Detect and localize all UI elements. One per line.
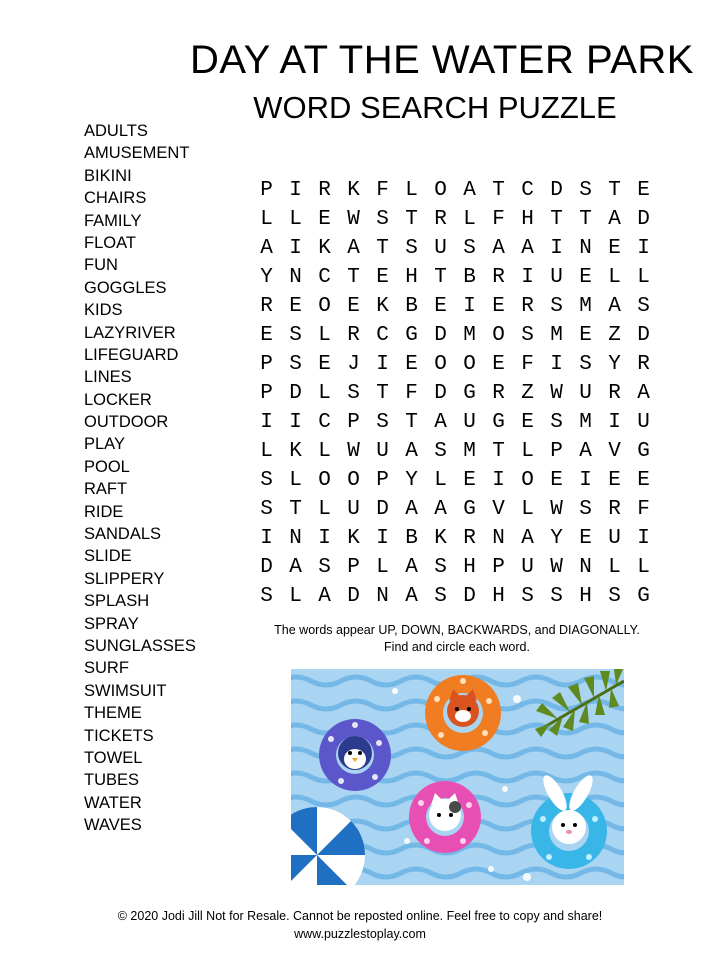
grid-letter[interactable]: D xyxy=(463,585,476,608)
grid-letter[interactable]: K xyxy=(347,527,360,550)
grid-letter[interactable]: E xyxy=(579,324,592,347)
grid-letter[interactable]: R xyxy=(463,527,476,550)
grid-letter[interactable]: S xyxy=(434,440,447,463)
grid-letter[interactable]: M xyxy=(463,440,476,463)
grid-letter[interactable]: R xyxy=(608,382,621,405)
grid-letter[interactable]: T xyxy=(550,208,563,231)
grid-letter[interactable]: S xyxy=(260,585,273,608)
grid-letter[interactable]: O xyxy=(318,469,331,492)
grid-letter[interactable]: P xyxy=(347,411,360,434)
word-list-item: BIKINI xyxy=(84,166,132,185)
grid-letter[interactable]: D xyxy=(347,585,360,608)
grid-letter[interactable]: Y xyxy=(550,527,563,550)
word-list-item: RIDE xyxy=(84,502,124,521)
grid-letter[interactable]: K xyxy=(318,237,331,260)
grid-letter[interactable]: O xyxy=(434,353,447,376)
grid-letter[interactable]: R xyxy=(637,353,650,376)
grid-letter[interactable]: R xyxy=(492,266,505,289)
grid-letter[interactable]: A xyxy=(434,498,447,521)
grid-letter[interactable]: A xyxy=(463,179,476,202)
grid-letter[interactable]: E xyxy=(434,295,447,318)
grid-letter[interactable]: D xyxy=(637,324,650,347)
grid-letter[interactable]: A xyxy=(637,382,650,405)
grid-letter[interactable]: M xyxy=(579,411,592,434)
grid-letter[interactable]: S xyxy=(579,353,592,376)
grid-letter[interactable]: M xyxy=(579,295,592,318)
grid-letter[interactable]: U xyxy=(521,556,534,579)
grid-letter[interactable]: K xyxy=(347,179,360,202)
grid-letter[interactable]: G xyxy=(463,382,476,405)
grid-letter[interactable]: A xyxy=(289,556,302,579)
word-list-item: TUBES xyxy=(84,771,140,790)
grid-letter[interactable]: F xyxy=(405,382,418,405)
grid-letter[interactable]: S xyxy=(550,411,563,434)
grid-letter[interactable]: I xyxy=(521,266,534,289)
grid-letter[interactable]: E xyxy=(463,469,476,492)
grid-letter[interactable]: R xyxy=(260,295,273,318)
grid-letter[interactable]: W xyxy=(550,382,563,405)
grid-letter[interactable]: A xyxy=(521,527,534,550)
grid-letter[interactable]: Y xyxy=(608,353,621,376)
grid-letter[interactable]: K xyxy=(434,527,447,550)
grid-letter[interactable]: S xyxy=(260,498,273,521)
grid-letter[interactable]: S xyxy=(289,324,302,347)
grid-letter[interactable]: E xyxy=(550,469,563,492)
grid-letter[interactable]: L xyxy=(318,382,331,405)
word-list-item: SUNGLASSES xyxy=(84,636,196,655)
grid-letter[interactable]: A xyxy=(608,208,621,231)
grid-letter[interactable]: S xyxy=(347,382,360,405)
word-list-item: FUN xyxy=(84,256,118,275)
grid-letter[interactable]: L xyxy=(608,556,621,579)
page-subtitle: WORD SEARCH PUZZLE xyxy=(253,90,617,125)
grid-letter[interactable]: E xyxy=(405,353,418,376)
grid-letter[interactable]: L xyxy=(289,469,302,492)
grid-letter[interactable]: L xyxy=(637,556,650,579)
word-list xyxy=(84,120,196,837)
grid-letter[interactable]: A xyxy=(521,237,534,260)
grid-letter[interactable]: L xyxy=(318,440,331,463)
grid-letter[interactable]: I xyxy=(376,353,389,376)
grid-letter[interactable]: N xyxy=(492,527,505,550)
grid-letter[interactable]: S xyxy=(521,585,534,608)
grid-letter[interactable]: G xyxy=(492,411,505,434)
footer xyxy=(0,907,720,943)
grid-letter[interactable]: E xyxy=(521,411,534,434)
grid-letter[interactable]: Y xyxy=(260,266,273,289)
grid-letter[interactable]: S xyxy=(579,179,592,202)
grid-letter[interactable]: E xyxy=(608,469,621,492)
grid-letter[interactable]: S xyxy=(434,556,447,579)
instructions-line-2: Find and circle each word. xyxy=(384,640,530,654)
word-list-item: FLOAT xyxy=(84,233,136,252)
word-list-item: THEME xyxy=(84,704,142,723)
grid-letter[interactable]: I xyxy=(318,527,331,550)
word-list-item: FAMILY xyxy=(84,211,142,230)
grid-letter[interactable]: Y xyxy=(405,469,418,492)
grid-letter[interactable]: L xyxy=(260,440,273,463)
grid-letter[interactable]: G xyxy=(637,440,650,463)
word-list-item: SLIDE xyxy=(84,547,132,566)
swim-ring-cat xyxy=(425,675,501,751)
grid-letter[interactable]: D xyxy=(376,498,389,521)
grid-letter[interactable]: M xyxy=(463,324,476,347)
grid-letter[interactable]: R xyxy=(318,179,331,202)
grid-letter[interactable]: A xyxy=(405,440,418,463)
word-list-item: GOGGLES xyxy=(84,278,167,297)
grid-letter[interactable]: A xyxy=(405,498,418,521)
grid-letter[interactable]: A xyxy=(492,237,505,260)
grid-letter[interactable]: D xyxy=(434,382,447,405)
grid-letter[interactable]: E xyxy=(260,324,273,347)
grid-letter[interactable]: U xyxy=(347,498,360,521)
word-list-item: SWIMSUIT xyxy=(84,681,167,700)
word-list-item: RAFT xyxy=(84,480,128,499)
grid-letter[interactable]: S xyxy=(434,585,447,608)
grid-letter[interactable]: F xyxy=(521,353,534,376)
grid-letter[interactable]: G xyxy=(405,324,418,347)
grid-letter[interactable]: P xyxy=(260,382,273,405)
word-list-item: TICKETS xyxy=(84,726,154,745)
word-list-item: SPLASH xyxy=(84,592,150,611)
grid-letter[interactable]: A xyxy=(405,585,418,608)
grid-letter[interactable]: T xyxy=(289,498,302,521)
word-list-item: LIFEGUARD xyxy=(84,345,179,364)
grid-letter[interactable]: T xyxy=(492,440,505,463)
grid-letter[interactable]: L xyxy=(463,208,476,231)
grid-letter[interactable]: D xyxy=(260,556,273,579)
grid-letter[interactable]: H xyxy=(492,585,505,608)
grid-letter[interactable]: I xyxy=(463,295,476,318)
word-list-item: LINES xyxy=(84,368,132,387)
grid-letter[interactable]: L xyxy=(521,440,534,463)
grid-letter[interactable]: B xyxy=(463,266,476,289)
word-list-item: TOWEL xyxy=(84,748,143,767)
grid-letter[interactable]: L xyxy=(608,266,621,289)
word-list-item: PLAY xyxy=(84,435,125,454)
word-list-item: SLIPPERY xyxy=(84,569,165,588)
copyright-notice: © 2020 Jodi Jill Not for Resale. Cannot be reposted online. Feel free to copy and share! xyxy=(117,909,603,923)
grid-letter[interactable]: T xyxy=(492,179,505,202)
grid-letter[interactable]: H xyxy=(463,556,476,579)
grid-letter[interactable]: S xyxy=(260,469,273,492)
grid-letter[interactable]: W xyxy=(347,440,360,463)
word-list-item: LOCKER xyxy=(84,390,152,409)
grid-letter[interactable]: T xyxy=(579,208,592,231)
grid-letter[interactable]: N xyxy=(579,237,592,260)
grid-letter[interactable]: R xyxy=(521,295,534,318)
grid-letter[interactable]: S xyxy=(637,295,650,318)
grid-letter[interactable]: I xyxy=(492,469,505,492)
grid-letter[interactable]: S xyxy=(608,585,621,608)
grid-letter[interactable]: F xyxy=(492,208,505,231)
grid-letter[interactable]: L xyxy=(318,498,331,521)
water-park-illustration xyxy=(291,669,624,885)
grid-letter[interactable]: V xyxy=(492,498,505,521)
grid-letter[interactable]: E xyxy=(376,266,389,289)
grid-letter[interactable]: G xyxy=(463,498,476,521)
grid-letter[interactable]: I xyxy=(376,527,389,550)
grid-letter[interactable]: C xyxy=(318,266,331,289)
grid-letter[interactable]: B xyxy=(405,527,418,550)
word-list-item: AMUSEMENT xyxy=(84,144,190,163)
grid-letter[interactable]: N xyxy=(579,556,592,579)
grid-letter[interactable]: L xyxy=(289,585,302,608)
grid-letter[interactable]: H xyxy=(405,266,418,289)
grid-letter[interactable]: I xyxy=(260,527,273,550)
grid-letter[interactable]: H xyxy=(521,208,534,231)
grid-letter[interactable]: T xyxy=(347,266,360,289)
website-link[interactable]: www.puzzlestoplay.com xyxy=(294,927,426,941)
grid-letter[interactable]: T xyxy=(405,411,418,434)
grid-letter[interactable]: I xyxy=(579,469,592,492)
grid-letter[interactable]: H xyxy=(579,585,592,608)
grid-letter[interactable]: P xyxy=(492,556,505,579)
grid-letter[interactable]: D xyxy=(434,324,447,347)
word-list-item: SPRAY xyxy=(84,614,139,633)
grid-letter[interactable]: P xyxy=(376,469,389,492)
grid-letter[interactable]: L xyxy=(260,208,273,231)
grid-letter[interactable]: O xyxy=(347,469,360,492)
grid-letter[interactable]: R xyxy=(347,324,360,347)
grid-letter[interactable]: W xyxy=(550,498,563,521)
grid-letter[interactable]: I xyxy=(550,237,563,260)
word-list-item: CHAIRS xyxy=(84,189,147,208)
grid-letter[interactable]: C xyxy=(521,179,534,202)
grid-letter[interactable]: P xyxy=(550,440,563,463)
grid-letter[interactable]: I xyxy=(260,411,273,434)
grid-letter[interactable]: B xyxy=(405,295,418,318)
grid-letter[interactable]: L xyxy=(289,208,302,231)
grid-letter[interactable]: O xyxy=(521,469,534,492)
grid-letter[interactable]: P xyxy=(260,353,273,376)
grid-letter[interactable]: E xyxy=(579,266,592,289)
grid-letter[interactable]: I xyxy=(289,411,302,434)
grid-letter[interactable]: S xyxy=(376,208,389,231)
grid-letter[interactable]: G xyxy=(637,585,650,608)
grid-letter[interactable]: P xyxy=(260,179,273,202)
grid-letter[interactable]: O xyxy=(463,353,476,376)
grid-letter[interactable]: C xyxy=(376,324,389,347)
swim-ring-penguin xyxy=(319,719,391,791)
grid-letter[interactable]: S xyxy=(579,498,592,521)
page-title: DAY AT THE WATER PARK xyxy=(190,38,694,82)
grid-letter[interactable]: I xyxy=(637,237,650,260)
grid-letter[interactable]: E xyxy=(579,527,592,550)
grid-letter[interactable]: I xyxy=(550,353,563,376)
grid-letter[interactable]: L xyxy=(521,498,534,521)
grid-letter[interactable]: I xyxy=(289,179,302,202)
grid-letter[interactable]: A xyxy=(347,237,360,260)
grid-letter[interactable]: I xyxy=(289,237,302,260)
grid-letter[interactable]: R xyxy=(492,382,505,405)
grid-letter[interactable]: S xyxy=(550,295,563,318)
word-list-item: LAZYRIVER xyxy=(84,323,176,342)
grid-letter[interactable]: U xyxy=(463,411,476,434)
grid-letter[interactable]: E xyxy=(637,179,650,202)
grid-letter[interactable]: E xyxy=(492,295,505,318)
grid-letter[interactable]: N xyxy=(376,585,389,608)
grid-letter[interactable]: S xyxy=(463,237,476,260)
grid-letter[interactable]: W xyxy=(550,556,563,579)
grid-letter[interactable]: O xyxy=(492,324,505,347)
grid-letter[interactable]: I xyxy=(608,411,621,434)
grid-letter[interactable]: U xyxy=(608,527,621,550)
grid-letter[interactable]: D xyxy=(550,179,563,202)
grid-letter[interactable]: E xyxy=(347,295,360,318)
grid-letter[interactable]: Z xyxy=(521,382,534,405)
grid-letter[interactable]: E xyxy=(289,295,302,318)
grid-letter[interactable]: S xyxy=(521,324,534,347)
grid-letter[interactable]: F xyxy=(637,498,650,521)
grid-letter[interactable]: L xyxy=(318,324,331,347)
grid-letter[interactable]: M xyxy=(550,324,563,347)
grid-letter[interactable]: S xyxy=(405,237,418,260)
grid-letter[interactable]: V xyxy=(608,440,621,463)
grid-letter[interactable]: F xyxy=(376,179,389,202)
grid-letter[interactable]: L xyxy=(434,469,447,492)
grid-letter[interactable]: L xyxy=(376,556,389,579)
word-list-item: ADULTS xyxy=(84,122,148,140)
instructions xyxy=(262,622,652,656)
grid-letter[interactable]: A xyxy=(318,585,331,608)
grid-letter[interactable]: T xyxy=(608,179,621,202)
grid-letter[interactable]: J xyxy=(347,353,360,376)
grid-letter[interactable]: T xyxy=(405,208,418,231)
grid-letter[interactable]: K xyxy=(289,440,302,463)
grid-letter[interactable]: A xyxy=(579,440,592,463)
word-list-item: KIDS xyxy=(84,301,123,320)
grid-letter[interactable]: W xyxy=(347,208,360,231)
word-list-item: WATER xyxy=(84,793,142,812)
grid-letter[interactable]: A xyxy=(405,556,418,579)
grid-letter[interactable]: U xyxy=(579,382,592,405)
grid-letter[interactable]: E xyxy=(318,353,331,376)
grid-letter[interactable]: A xyxy=(260,237,273,260)
word-list-item: WAVES xyxy=(84,816,142,835)
grid-letter[interactable]: T xyxy=(376,237,389,260)
grid-letter[interactable]: P xyxy=(347,556,360,579)
grid-letter[interactable]: D xyxy=(637,208,650,231)
word-list-item: POOL xyxy=(84,457,130,476)
word-list-item: SURF xyxy=(84,659,129,678)
grid-letter[interactable]: N xyxy=(289,527,302,550)
grid-letter[interactable]: S xyxy=(550,585,563,608)
grid-letter[interactable]: A xyxy=(608,295,621,318)
grid-letter[interactable]: E xyxy=(608,237,621,260)
grid-letter[interactable]: U xyxy=(637,411,650,434)
grid-letter[interactable]: E xyxy=(318,208,331,231)
grid-letter[interactable]: O xyxy=(318,295,331,318)
grid-letter[interactable]: U xyxy=(376,440,389,463)
grid-letter[interactable]: Z xyxy=(608,324,621,347)
grid-letter[interactable]: U xyxy=(550,266,563,289)
grid-letter[interactable]: S xyxy=(289,353,302,376)
grid-letter[interactable]: C xyxy=(318,411,331,434)
grid-letter[interactable]: R xyxy=(434,208,447,231)
grid-letter[interactable]: S xyxy=(376,411,389,434)
swim-ring-kitten xyxy=(409,781,481,853)
grid-letter[interactable]: N xyxy=(289,266,302,289)
grid-letter[interactable]: R xyxy=(608,498,621,521)
grid-letter[interactable]: A xyxy=(434,411,447,434)
grid-letter[interactable]: D xyxy=(289,382,302,405)
grid-letter[interactable]: E xyxy=(637,469,650,492)
word-list-item: OUTDOOR xyxy=(84,413,169,432)
grid-letter[interactable]: S xyxy=(318,556,331,579)
grid-letter[interactable]: T xyxy=(376,382,389,405)
letter-grid xyxy=(252,176,658,611)
grid-letter[interactable]: T xyxy=(434,266,447,289)
grid-letter[interactable]: E xyxy=(492,353,505,376)
grid-letter[interactable]: L xyxy=(637,266,650,289)
word-list-item: SANDALS xyxy=(84,525,162,544)
grid-letter[interactable]: L xyxy=(405,179,418,202)
grid-letter[interactable]: K xyxy=(376,295,389,318)
grid-letter[interactable]: O xyxy=(434,179,447,202)
grid-letter[interactable]: I xyxy=(637,527,650,550)
instructions-line-1: The words appear UP, DOWN, BACKWARDS, and DIAGONALLY. xyxy=(274,623,640,637)
grid-letter[interactable]: U xyxy=(434,237,447,260)
